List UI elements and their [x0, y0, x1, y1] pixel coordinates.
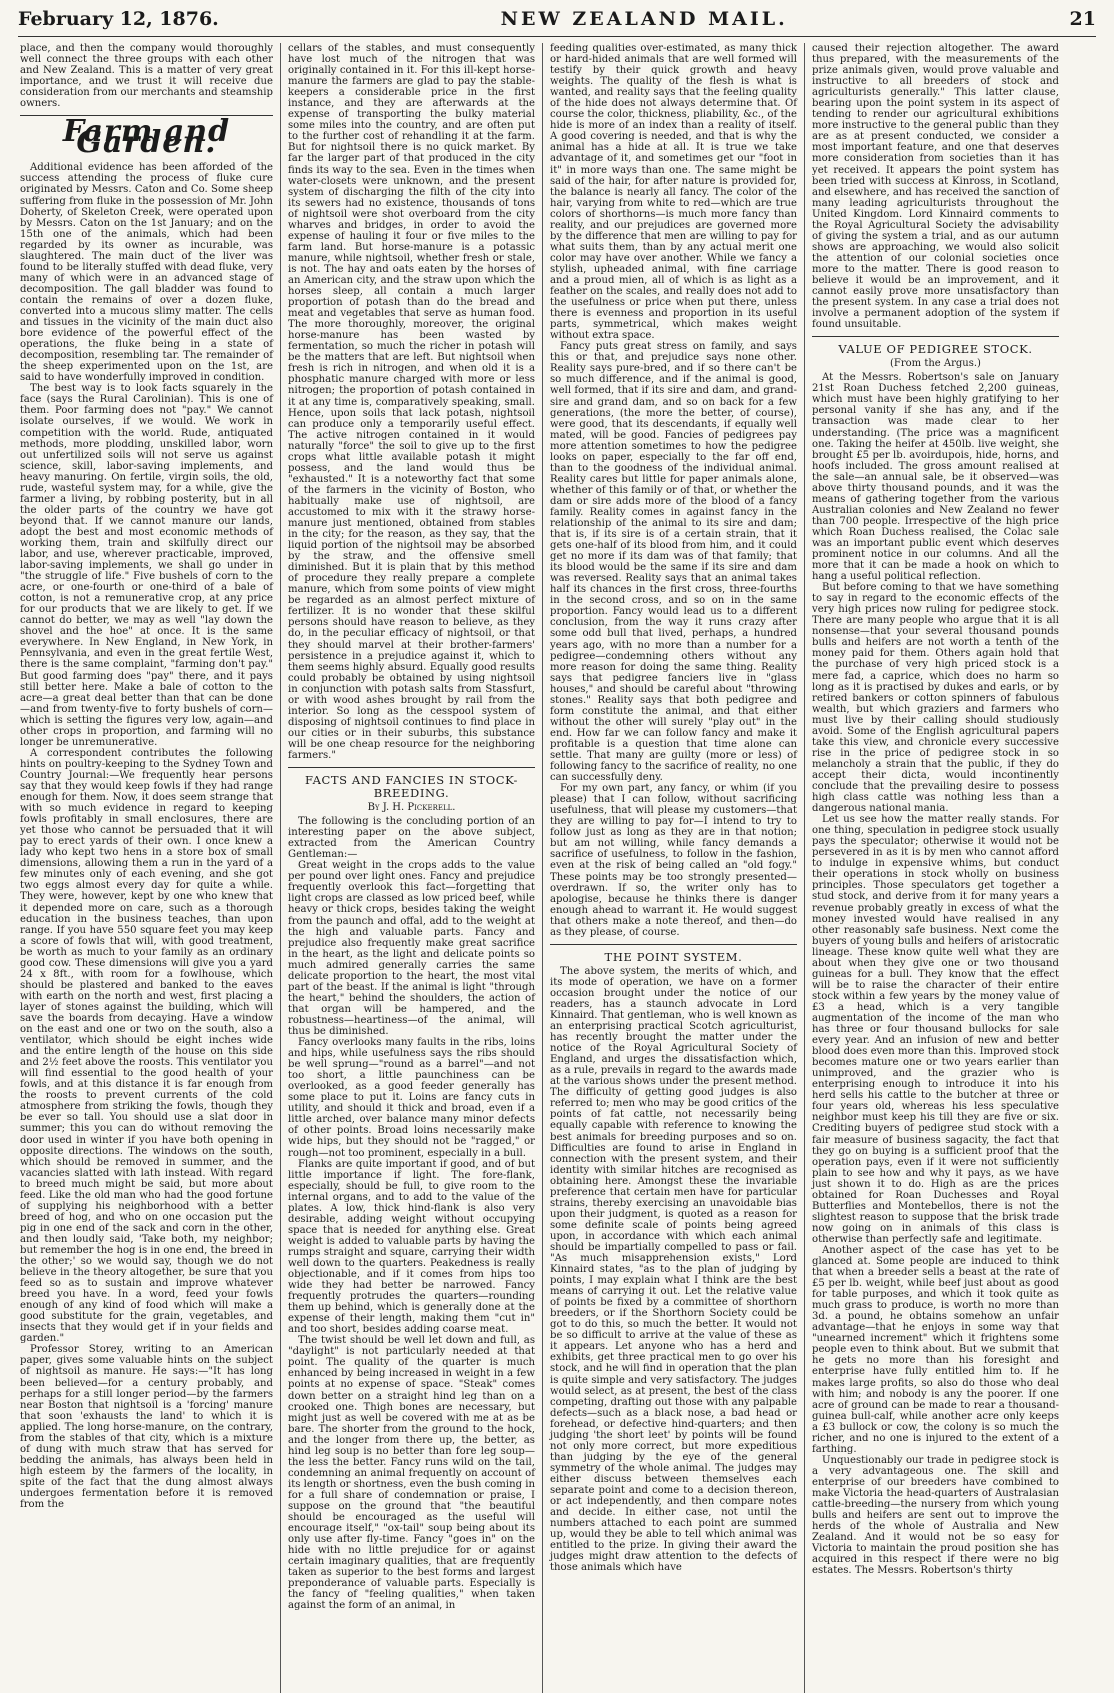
- paragraph: Flanks are quite important if good, and of but little importance if light. The fore-flank, especially, should be full, to give room to the internal organs, and to add to the value of the plates. A low, thick hind-flank is also very desirable, adding weight without occupying space that is needed for anything else. Great weight is added to valuable parts by having the rumps straight and square, carrying their width well down to the quarters. Peakedness is really objectionable, and if it comes from hips too wide they had better be narrowed. Fancy frequently protrudes the quarters—rounding them up behind, which is generally done at the expense of their length, making them "cut in" and too short, besides adding coarse meat.: [288, 1158, 535, 1336]
- paragraph: Another aspect of the case has yet to be glanced at. Some people are induced to think that when a breeder sells a beast at the rate of £5 per lb. weight, while beef just about as good for table purposes, and which it took quite as much grass to produce, is worth no more than 3d. a pound, he obtains somehow an unfair advantage—that he enjoys in some way that "unearned increment" which it frightens some people even to think about. But we submit that he gets no more than his foresight and enterprise have fully entitled him to. If he makes large profits, so also do those who deal with him; and nobody is any the poorer. If one acre of ground can be made to rear a thousand-guinea bull-calf, while another acre only keeps a £3 bullock or cow, the colony is so much the richer, and no one is injured to the extent of a farthing.: [812, 1244, 1059, 1455]
- paper-title: NEW ZEALAND MAIL.: [500, 8, 788, 30]
- section-title: Farm and Garden.: [62, 114, 231, 161]
- page-number: 21: [1069, 8, 1096, 30]
- paragraph: Unquestionably our trade in pedigree stock is a very advantageous one. The skill and enterprise of our breeders have combined to make Victoria the head-quarters of Australasian cattle-breeding—the nursery from which young bulls and heifers are sent out to improve the herds of the whole of Australia and New Zealand. And it would not be so easy for Victoria to maintain the proud position she has acquired in this respect if there were no big estates. The Messrs. Robertson's thirty: [812, 1454, 1059, 1577]
- paragraph: Let us see how the matter really stands. For one thing, speculation in pedigree stock usually pays the speculator; otherwise it would not be persevered in as it is by men who cannot afford to indulge in expensive whims, but conduct their operations in stock wholly on business principles. Those speculators get together a stud stock, and derive from it for many years a revenue probably greatly in excess of what the money invested would have realised in any other reasonably safe business. Next come the buyers of young bulls and heifers of aristocratic lineage. These know quite well what they are about when they give one or two thousand guineas for a bull. They know that the effect will be to raise the character of their entire stock within a few years by the money value of £3 a head, which is a very tangible augmentation of the income of the man who has three or four thousand bullocks for sale every year. And an infusion of new and better blood does even more than this. Improved stock becomes mature one or two years earlier than unimproved, and the grazier who is enterprising enough to introduce it into his herd sells his cattle to the butcher at three or four years old, whereas his less speculative neighbor must keep his till they are five or six. Crediting buyers of pedigree stud stock with a fair measure of business sagacity, the fact that they go on buying is a sufficient proof that the operation pays, even if it were not sufficiently plain to see how and why it pays, as we have just shown it to do. High as are the prices obtained for Roan Duchesses and Royal Butterflies and Montebellos, there is not the slightest reason to suppose that the brisk trade now going on in animals of this class is otherwise than perfectly safe and legitimate.: [812, 814, 1059, 1245]
- article-byline: By J. H. Pickerell.: [367, 802, 456, 814]
- paragraph: caused their rejection altogether. The award thus prepared, with the measurements of the prize animals given, would prove valuable and instructive to all breeders of stock and agriculturists generally." This latter clause, bearing upon the point system in its aspect of tending to render our agricultural exhibitions more instructive to the general public than they are as at present conducted, we consider a most important feature, and one that deserves more consideration from societies than it has yet received. It appears the point system has been tried with success at Kinross, in Scotland, and elsewhere, and has received the sanction of many leading agriculturists throughout the United Kingdom. Lord Kinnaird comments to the Royal Agricultural Society the advisability of giving the system a trial, and as our autumn shows are approaching, we would also solicit the attention of our colonial societies once more to the matter. There is good reason to believe it would be an improvement, and it cannot easily prove more unsatisfactory than the present system. In any case a trial does not involve a permanent adoption of the system if found unsuitable.: [812, 43, 1059, 331]
- column-2: [280, 43, 542, 1693]
- article-title: FACTS AND FANCIES IN STOCK-BREEDING.: [304, 773, 519, 801]
- columns: [18, 43, 1096, 1693]
- paragraph: For my own part, any fancy, or whim (if you please) that I can follow, without sacrificing usefulness, that will please my customers—that they are willing to pay for—I intend to try to follow just as long as they are in that notion; but am not willing, while fancy demands a sacrifice of usefulness, to follow in the fashion, even at the risk of being called an "old fogy." These points may be too strongly presented—overdrawn. If so, the writer only has to apologise, because he thinks there is danger enough ahead to warrant it. He would suggest that others make a note thereof, and then—do as they please, of course.: [550, 783, 797, 938]
- divider: [288, 767, 535, 768]
- paragraph: feeding qualities over-estimated, as many thick or hard-hided animals that are well formed will testify by their quick growth and heavy weights. The quality of the flesh is what is wanted, and reality says that the feeling quality of the hide does not always determine that. Of course the color, thickness, pliability, &c., of the hide is more of an index than a reality of itself. A good covering is needed, and that is why the animal has a hide at all. It is true we take advantage of it, and sometimes get our "foot in it" in more ways than one. The same might be said of the hair, for after nature is provided for, the balance is nearly all fancy. The color of the hair, varying from white to red—which are true colors of shorthorns—is much more fancy than reality, and our prejudices are governed more by the difference that men are willing to pay for what suits them, than by any actual merit one color may have over another. While we fancy a stylish, upheaded animal, with fine carriage and a proud mien, all of which is as light as a feather on the scales, and really does not add to the usefulness or price when put there, unless there is evenness and proportion in its useful parts, symmetrical, which makes weight without extra space.: [550, 43, 797, 342]
- divider: [812, 336, 1059, 337]
- paragraph: At the Messrs. Robertson's sale on January 21st Roan Duchess fetched 2,200 guineas, which must have been highly gratifying to her personal vanity if she has any, and if the transaction was made clear to her understanding. (The price was a magnificent one. Taking the heifer at 450lb. live weight, she brought £5 per lb. avoirdupois, hide, horns, and hoofs included. The gross amount realised at the sale—an annual sale, be it observed—was above thirty thousand pounds, and it was the means of gathering together from the various Australian colonies and New Zealand no fewer than 700 people. Irrespective of the high price which Roan Duchess realised, the Colac sale was an important public event which deserves prominent notice in our columns. And all the more that it can be made a hook on which to hang a useful political reflection.: [812, 372, 1059, 583]
- paragraph: Additional evidence has been afforded of the success attending the process of fluke cure originated by Messrs. Caton and Co. Some sheep suffering from fluke in the possession of Mr. John Doherty, of Skeleton Creek, were operated upon by Messrs. Caton on the 1st January; and on the 15th one of the animals, which had been regarded by its owner as incurable, was slaughtered. The main duct of the liver was found to be literally stuffed with dead fluke, very many of which were in an advanced stage of decomposition. The gall bladder was found to contain the remains of over a dozen fluke, converted into a mucous slimy matter. The cells and tissues in the vicinity of the main duct also bore evidence of the powerful effect of the operations, the fluke being in a state of decomposition, resembling tar. The remainder of the sheep experimented upon on the 1st, are said to have wonderfully improved in condition.: [20, 162, 273, 384]
- paragraph: Fancy puts great stress on family, and says this or that, and prejudice says none other. Reality says pure-bred, and if so there can't be so much difference, and if the animal is good, well formed, that if its sire and dam, and grand-sire and grand dam, and so on back for a few generations, (the more the better, of course), were good, that its descendants, if equally well mated, will be good. Fancies of pedigrees pay more attention sometimes to how the pedigree looks on paper, especially to the far off end, than to the goodness of the individual animal. Reality cares but little for paper animals alone, whether of this family or of that, or whether the dam or sire adds more of the blood of a fancy family. Reality comes in against fancy in the relationship of the animal to its sire and dam; that is, if its sire is of a certain strain, that it gets one-half of its blood from him, and it could get no more if its dam was of that family; that its blood would be the same if its sire and dam was reversed. Reality says that an animal takes half its chances in the first cross, three-fourths in the second cross, and so on in the same proportion. Fancy would lead us to a different conclusion, from the way it runs crazy after some odd bull that lived, perhaps, a hundred years ago, with no more than a number for a pedigree—condemning others without any more reason for doing the same thing. Reality says that pedigree fanciers live in "glass houses," and should be careful about "throwing stones." Reality says that both pedigree and form constitute the animal, and that either without the other will surely "play out" in the end. How far we can follow fancy and make it profitable is a question that time alone can settle. That many are guilty (more or less) of following fancy to the sacrifice of reality, no one can successfully deny.: [550, 341, 797, 784]
- article-title: THE POINT SYSTEM.: [604, 949, 743, 964]
- column-1: [18, 43, 280, 1693]
- article-source: (From the Argus.): [890, 358, 981, 370]
- paragraph: The best way is to look facts squarely in the face (says the Rural Carolinian). This is one of them. Poor farming does not "pay." We cannot isolate ourselves, if we would. We work in competition with the world. Rude, antiquated methods, more plodding, unskilled labor, worn out unfertilized soils will not serve us against science, skill, labor-saving implements, and heavy manuring. On fertile, virgin soils, the old, rude, wasteful system may, for a while, give the farmer a living, by robbing posterity, but in all the older parts of the country we have got beyond that. If we cannot manure our lands, adopt the best and most economic methods of working them, train and skilfully direct our labor, and use, wherever practicable, improved, labor-saving implements, we shall go under in "the struggle of life." Five bushels of corn to the acre, or one-fourth or one-third of a bale of cotton, is not a remunerative crop, at any price for our products that we are likely to get. If we cannot do better, we may as well "lay down the shovel and the hoe" at once. It is the same everywhere. In New England, in New York, in Pennsylvania, and even in the great fertile West, there is the same complaint, "farming don't pay." But good farming does "pay" there, and it pays still better here. Make a bale of cotton to the acre—a great deal better than that can be done—and from twenty-five to forty bushels of corn—which is setting the figures very low, again—and other crops in proportion, and farming will no longer be unremunerative.: [20, 383, 273, 748]
- column-4: [804, 43, 1066, 1693]
- paragraph: But before coming to that we have something to say in regard to the economic effects of the very high prices now ruling for pedigree stock. There are many people who argue that it is all nonsense—that your several thousand pounds bulls and heifers are not worth a tenth of the money paid for them. Others again hold that the purchase of very high priced stock is a mere fad, a caprice, which does no harm so long as it is practised by dukes and earls, or by retired bankers or cotton spinners of fabulous wealth, but which graziers and farmers who must live by their calling should studiously avoid. Some of the English agricultural papers take this view, and chronicle every successive rise in the price of pedigree stock in so melancholy a strain that the public, if they do accept their dicta, would incontinently conclude that the prevailing desire to possess high class cattle was nothing less than a dangerous national mania.: [812, 582, 1059, 815]
- paragraph: The following is the concluding portion of an interesting paper on the above subject, extracted from the American Country Gentleman:—: [288, 816, 535, 861]
- paragraph: cellars of the stables, and must consequently have lost much of the nitrogen that was originally contained in it. For this ill-kept horse-manure the farmers are glad to pay the stable-keepers a considerable price in the first instance, and they are afterwards at the expense of transporting the bulky material some miles into the country, and are often put to the further cost of rehandling it at the farm. But for nightsoil there is no quick market. By far the larger part of that produced in the city finds its way to the sea. Even in the times when water-closets were unknown, and the present system of discharging the filth of the city into its sewers had no existence, thousands of tons of nightsoil were shot overboard from the city wharves and bridges, in order to avoid the expense of hauling it four or five miles to the farm land. But horse-manure is a potassic manure, while nightsoil, whether fresh or stale, is not. The hay and oats eaten by the horses of an American city, and the straw upon which the horses sleep, all contain a much larger proportion of potash than do the bread and meat and vegetables that serve as human food. The more thoroughly, moreover, the original horse-manure has been wasted by fermentation, so much the richer in potash will be the matters that are left. But nightsoil when fresh is rich in nitrogen, and when old it is a phosphatic manure charged with more or less nitrogen; the proportion of potash contained in it at any time is, comparatively speaking, small. Hence, upon soils that lack potash, nightsoil can produce only a temporarily useful effect. The active nitrogen contained in it would naturally "force" the soil to give up to the first crops what little available potash it might possess, and the land would thus be "exhausted." It is a noteworthy fact that some of the farmers in the vicinity of Boston, who habitually make use of nightsoil, are accustomed to mix with it the strawy horse-manure just mentioned, obtained from stables in the city; for the reason, as they say, that the liquid portion of the nightsoil may be absorbed by the straw, and the offensive smell diminished. But it is plain that by this method of procedure they really prepare a complete manure, which from some points of view might be regarded as an almost perfect mixture of fertilizer. It is no wonder that these skilful persons should have reason to believe, as they do, in the peculiar efficacy of nightsoil, or that they should marvel at their brother-farmers' persistence in a prejudice against it, which to them seems highly absurd. Equally good results could probably be obtained by using nightsoil in conjunction with potash salts from Stassfurt, or with wood ashes brought by rail from the interior. So long as the cesspool system of disposing of nightsoil continues to find place in our cities or in their suburbs, this substance will be one cheap resource for the neighboring farmers.": [288, 43, 535, 761]
- paragraph: Fancy overlooks many faults in the ribs, loins and hips, while usefulness says the ribs should be well sprung—"round as a barrel"—and not too short, a little paunchiness can be overlooked, as a good feeder generally has some place to put it. Loins are fancy cuts in utility, and should it thick and broad, even if a little arched, over balance many minor defects of other points. Broad loins necessarily make wide hips, but they should not be "ragged," or rough—not too prominent, especially in a bull.: [288, 1037, 535, 1159]
- paragraph: Great weight in the crops adds to the value per pound over light ones. Fancy and prejudice frequently overlook this fact—forgetting that light crops are classed as low priced beef, while heavy or thick crops, besides taking the weight from the paunch and offal, add to the weight at the high and valuable parts. Fancy and prejudice also frequently make great sacrifice in the heart, as the light and delicate points so much admired generally carries the same delicate proportion to the heart, the most vital part of the beast. If the animal is light "through the heart," behind the shoulders, the action of that organ will be hampered, and the robustness—heartiness—of the animal, will thus be diminished.: [288, 860, 535, 1037]
- article-title: VALUE OF PEDIGREE STOCK.: [838, 342, 1033, 357]
- paragraph: Professor Storey, writing to an American paper, gives some valuable hints on the subject of nightsoil as manure. He says:—"It has long been believed—for a century probably, and perhaps for a still longer period—by the farmers near Boston that nightsoil is a 'forcing' manure that soon 'exhausts the land' to which it is applied. The long horse-manure, on the contrary, from the stables of that city, which is a mixture of dung with much straw that has served for bedding the animals, has always been held in high esteem by the farmers of the locality, in spite of the fact that the dung almost always undergoes fermentation before it is removed from the: [20, 1344, 273, 1511]
- paragraph: The twist should be well let down and full, as "daylight" is not particularly needed at that point. The quality of the quarter is much enhanced by being increased in weight in a few points at no expense of space. "Steak" comes down better on a straight hind leg than on a crooked one. Thigh bones are necessary, but might just as well be covered with me at as be bare. The shorter from the ground to the hock, and the longer from there up, the better, as hind leg soup is no better than fore leg soup—the less the better. Fancy runs wild on the tail, condemning an animal frequently on account of its length or shortness, even the bush coming in for a full share of condemnation or praise, I suppose on the ground that "the beautiful should be encouraged as the useful will encourage itself," "ox-tail" soup being about its only use after fly-time. Fancy "goes in" on the hide with no little prejudice for or against certain imaginary qualities, that are frequently taken as superior to the best forms and largest preponderance of valuable parts. Especially is the fancy of "feeling qualities," when taken against the form of an animal, in: [288, 1335, 535, 1612]
- masthead: [18, 8, 1096, 37]
- divider: [550, 944, 797, 945]
- column-3: [542, 43, 804, 1693]
- issue-date: February 12, 1876.: [18, 8, 219, 30]
- paragraph: A correspondent contributes the following hints on poultry-keeping to the Sydney Town and Country Journal:—We frequently hear persons say that they would keep fowls if they had range enough for them. Now, it does seem strange that with so much evidence in regard to keeping fowls profitably in small enclosures, there are yet those who cannot be persuaded that it will pay to erect yards of their own. I once knew a lady who kept two hens in a store box of small dimensions, allowing them a run in the yard of a few minutes only of each evening, and she got two eggs almost every day for quite a while. They were, however, kept by one who knew that it depended more on care, such as a thorough education in the business teaches, than upon range. If you have 550 square feet you may keep a score of fowls that will, with good treatment, be worth as much to your family as an ordinary good cow. These dimensions will give you a yard 24 x 8ft., with room for a fowlhouse, which should be plastered and banked to the eaves with earth on the north and west, first placing a layer of stones against the building, which will save the boards from decaying. Have a window on the east and one or two on the south, also a ventilator, which should be eight inches wide and the entire length of the house on this side and 2½ feet above the roosts. This ventilator you will find essential to the good health of your fowls, and at this distance it is far enough from the roosts to prevent currents of the cold atmosphere from striking the fowls, though they be ever so tall. You should use a slat door in summer; this you can do without removing the door used in winter if you have both opening in opposite directions. The windows on the south, which should be removed in summer, and the vacancies slatted with lath instead. With regard to breed much might be said, but more about feed. Like the old man who had the good fortune of supplying his neighborhood with a better breed of hog, and who on one occasion put the pig in one end of the sack and corn in the other, and then loudly said, 'Take both, my neighbor; but remember the hog is in one end, the breed in the other;' so we would say, though we do not believe in the theory altogether, be sure that you feed so as to sustain and improve whatever breed you have. In a word, feed your fowls enough of any kind of food which will make a good substitute for the grain, vegetables, and insects that they would get if in your fields and garden.": [20, 747, 273, 1345]
- intro-paragraph: place, and then the company would thoroughly well connect the three groups with each other and New Zealand. This is a matter of very great importance, and we trust it will receive due consideration from our merchants and steamship owners.: [20, 43, 273, 110]
- paragraph: The above system, the merits of which, and its mode of operation, we have on a former occasion brought under the notice of our readers, has a staunch advocate in Lord Kinnaird. That gentleman, who is well known as an enterprising practical Scotch agriculturist, has recently brought the matter under the notice of the Royal Agricultural Society of England, and urges the dissatisfaction which, as a rule, prevails in regard to the awards made at the various shows under the present method. The difficulty of getting good judges is also referred to; men who may be good critics of the points of fat cattle, not necessarily being equally capable with reference to knowing the best animals for breeding purposes and so on. Difficulties are found to arise in England in connection with the present system, and their identity with similar hitches are recognised as obtaining here. Amongst these the invariable preference that certain men have for particular strains, thereby exercising an unavoidable bias upon their judgment, is quoted as a reason for some definite scale of points being agreed upon, in accordance with which each animal should be impartially compelled to pass or fail. "As much misapprehension exists," Lord Kinnaird states, "as to the plan of judging by points, I may explain what I think are the best means of carrying it out. Let the relative value of points be fixed by a committee of shorthorn breeders, or if the Shorthorn Society could be got to do this, so much the better. It would not be so difficult to arrive at the value of these as it appears. Let anyone who has a herd and exhibits, get three practical men to go over his stock, and he will find in operation that the plan is quite simple and very satisfactory. The judges would select, as at present, the best of the class competing, drafting out those with any palpable defects—such as a black nose, a bad head or forehead, or defective hind-quarters; and then judging 'the short leet' by points will be found not only more correct, but more expeditious than judging by the eye of the general symmetry of the whole animal. The judges may either discuss between themselves each separate point and come to a decision thereon, or act independently, and then compare notes and decide. In either case, not until the numbers attached to each point are summed up, would they be able to tell which animal was entitled to the prize. In giving their award the judges might draw attention to the defects of those animals which have: [550, 965, 797, 1574]
